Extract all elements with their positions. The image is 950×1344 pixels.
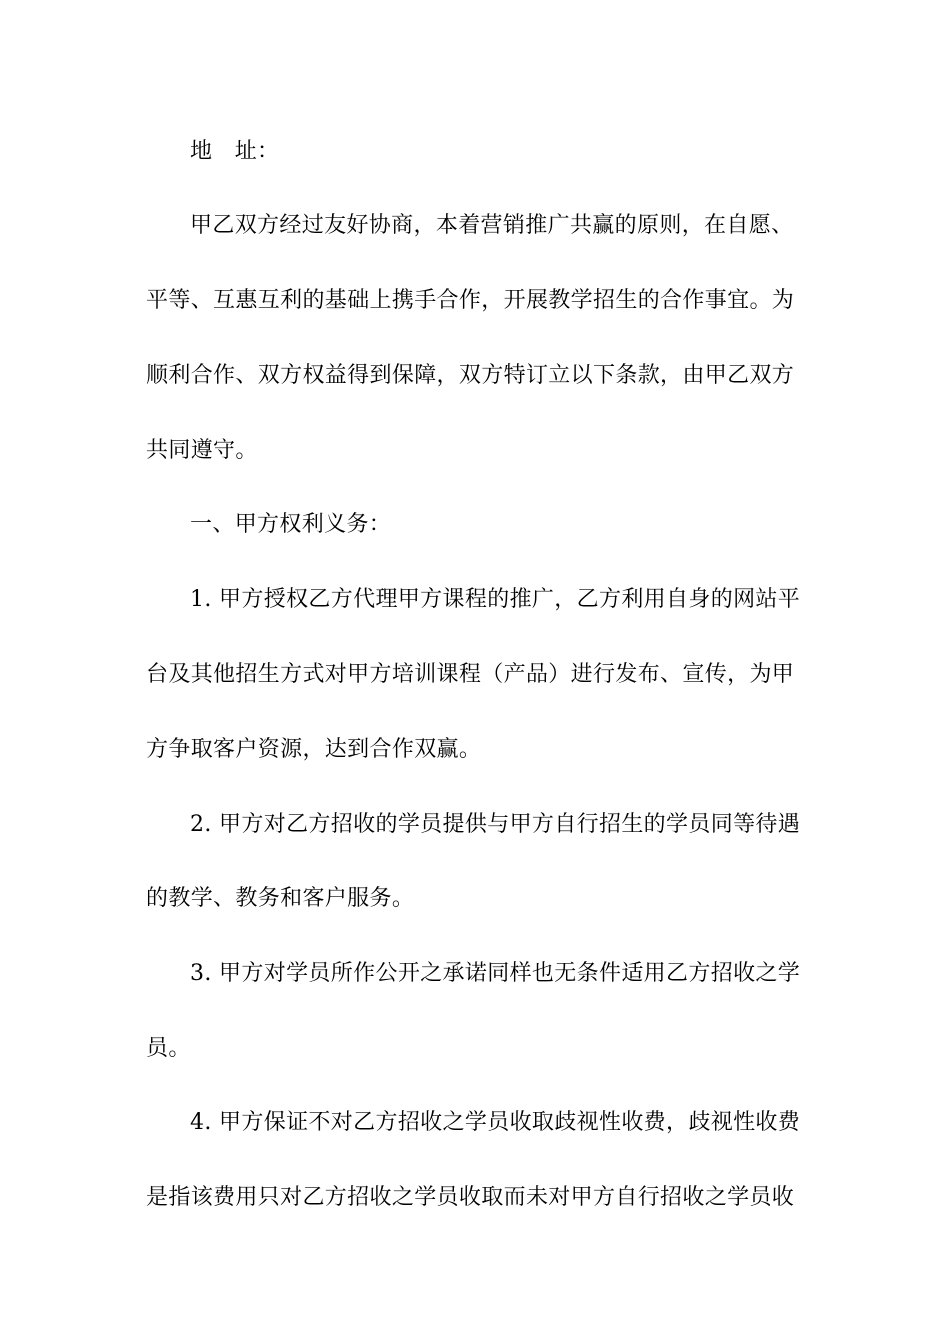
preamble-line-1: 甲乙双方经过友好协商，本着营销推广共赢的原则，在自愿、 [190,213,794,238]
clause-3-line-2: 员。 [146,1036,191,1061]
preamble-line-4: 共同遵守。 [146,438,258,463]
clause-1-line-1: 1. 甲方授权乙方代理甲方课程的推广，乙方利用自身的网站平 [190,587,801,612]
address-label: 地 址： [190,139,280,164]
clause-1-line-2: 台及其他招生方式对甲方培训课程（产品）进行发布、宣传，为甲 [146,662,795,687]
preamble-line-2: 平等、互惠互利的基础上携手合作，开展教学招生的合作事宜。为 [146,288,795,313]
preamble-line-3: 顺利合作、双方权益得到保障，双方特订立以下条款，由甲乙双方 [146,363,795,388]
clause-4-line-2: 是指该费用只对乙方招收之学员收取而未对甲方自行招收之学员收 [146,1185,795,1210]
clause-2-line-2: 的教学、教务和客户服务。 [146,886,415,911]
clause-2-line-1: 2. 甲方对乙方招收的学员提供与甲方自行招生的学员同等待遇 [190,812,801,837]
section-heading: 一、甲方权利义务： [190,512,392,537]
clause-4-line-1: 4. 甲方保证不对乙方招收之学员收取歧视性收费，歧视性收费 [190,1110,801,1135]
clause-1-line-3: 方争取客户资源，达到合作双赢。 [146,737,482,762]
clause-3-line-1: 3. 甲方对学员所作公开之承诺同样也无条件适用乙方招收之学 [190,961,801,986]
